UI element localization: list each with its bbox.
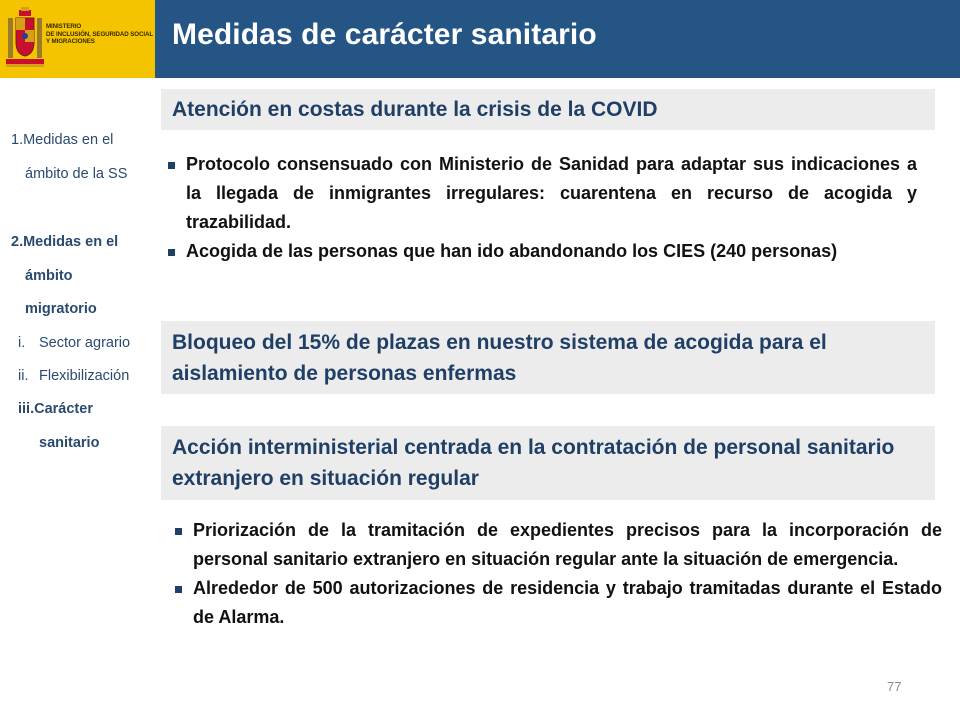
square-bullet-icon bbox=[175, 586, 182, 593]
section-title: Atención en costas durante la crisis de la COVID bbox=[172, 98, 658, 121]
section-title: Acción interministerial centrada en la contratación de personal sanitario extranjero en situación regular bbox=[172, 436, 895, 490]
sidebar-item-migratorio-line2[interactable]: ámbito bbox=[25, 268, 73, 284]
section-title: Bloqueo del 15% de plazas en nuestro sistema de acogida para el aislamiento de personas enfermas bbox=[172, 331, 827, 385]
title-bar bbox=[155, 0, 960, 78]
page-number: 77 bbox=[887, 679, 902, 694]
sidebar-item-ss-line2[interactable]: ámbito de la SS bbox=[25, 166, 128, 182]
ministry-name: MINISTERIO DE INCLUSIÓN, SEGURIDAD SOCIAL Y MIGRACIONES bbox=[46, 23, 154, 46]
sidebar-item-flexibilizacion[interactable]: Flexibilización bbox=[39, 368, 130, 384]
section-contratacion-header bbox=[161, 426, 935, 500]
ministry-logo-block bbox=[0, 0, 155, 78]
sidebar-item-migratorio-line3[interactable]: migratorio bbox=[25, 301, 97, 317]
square-bullet-icon bbox=[168, 162, 175, 169]
square-bullet-icon bbox=[168, 249, 175, 256]
bullet-list-contratacion bbox=[175, 516, 942, 632]
page-title: Medidas de carácter sanitario bbox=[172, 18, 597, 51]
list-item: Acogida de las personas que han ido abandonando los CIES (240 personas) bbox=[168, 237, 917, 266]
sidebar-item-agrario-num: i. bbox=[18, 335, 26, 351]
section-bloqueo-header bbox=[161, 321, 935, 394]
list-item: Protocolo consensuado con Ministerio de Sanidad para adaptar sus indicaciones a la llegada de inmigrantes irregulares: cuarentena en recurso de acogida y trazabilidad. bbox=[168, 150, 917, 237]
sidebar-item-migratorio-line1[interactable]: 2.Medidas en el bbox=[11, 234, 119, 250]
list-item: Alrededor de 500 autorizaciones de residencia y trabajo tramitadas durante el Estado de Alarma. bbox=[175, 574, 942, 632]
sidebar-item-sanitario-line2[interactable]: sanitario bbox=[39, 435, 100, 451]
square-bullet-icon bbox=[175, 528, 182, 535]
bullet-list-costas bbox=[168, 150, 917, 266]
coat-of-arms-icon bbox=[6, 6, 44, 70]
sidebar-item-ss-line1[interactable]: 1.Medidas en el bbox=[11, 132, 114, 148]
sidebar-item-flex-num: ii. bbox=[18, 368, 29, 384]
section-costas-header bbox=[161, 89, 935, 130]
list-item: Priorización de la tramitación de expedientes precisos para la incorporación de personal sanitario extranjero en situación regular ante la situación de emergencia. bbox=[175, 516, 942, 574]
sidebar-item-sanitario-line1[interactable]: iii.Carácter bbox=[18, 401, 93, 417]
sidebar-item-agrario[interactable]: Sector agrario bbox=[39, 335, 131, 351]
